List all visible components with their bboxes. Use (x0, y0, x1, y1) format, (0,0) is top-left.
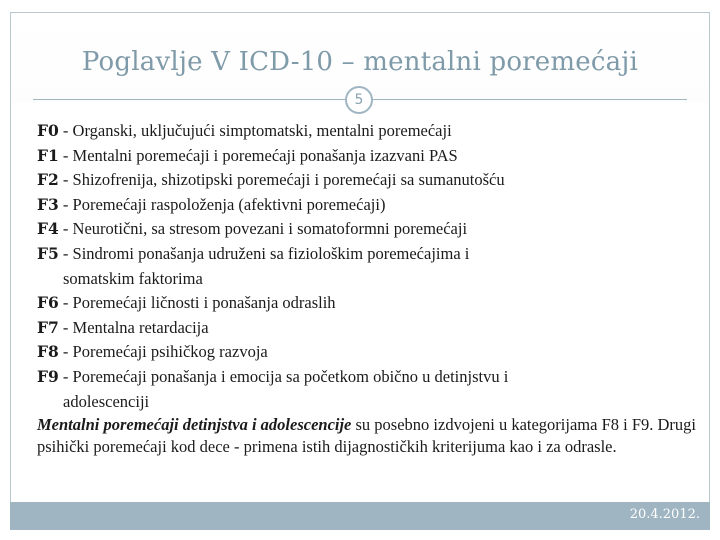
list-item-continuation: somatskim faktorima (63, 268, 203, 288)
note-text: su posebno izdvojeni u kategorijama F8 i F9. Drugi psihički poremećaji kod dece - primena istih dijagnostičkih kriterijuma kao i za odrasle. (37, 415, 697, 457)
item-code: F0 (37, 121, 59, 140)
list-item (37, 193, 699, 218)
item-code: F9 (37, 366, 59, 386)
list-item (37, 168, 699, 193)
note-paragraph (37, 414, 699, 458)
item-text: - Mentalna retardacija (58, 317, 209, 337)
item-code: F7 (37, 317, 59, 337)
slide-frame (10, 12, 710, 530)
item-code: F3 (37, 194, 59, 214)
item-code: F8 (37, 342, 59, 362)
item-code: F2 (37, 170, 59, 190)
item-text: - Neurotični, sa stresom povezani i somatoformni poremećaji (58, 219, 468, 239)
list-item-continuation: adolescenciji (63, 391, 150, 411)
item-code: F4 (37, 219, 59, 239)
list-item (37, 291, 699, 316)
list-item (37, 119, 699, 144)
list-item (37, 340, 699, 365)
list-item (37, 217, 699, 242)
item-text: - Shizofrenija, shizotipski poremećaji i poremećaji sa sumanutošću (58, 170, 505, 190)
item-text: - Sindromi ponašanja udruženi sa fiziološkim poremećajima i (58, 243, 470, 263)
note-emphasis: Mentalni poremećaji detinjstva i adolescencije (37, 415, 352, 435)
item-text: - Organski, uključujući simptomatski, mentalni poremećaji (58, 121, 452, 140)
item-text: - Poremećaji ličnosti i ponašanja odraslih (58, 293, 336, 313)
slide-number-badge: 5 (345, 86, 373, 114)
item-text: - Poremećaji psihičkog razvoja (58, 342, 268, 362)
list-item (37, 144, 699, 169)
list-item (37, 365, 699, 390)
footer-date: 20.4.2012. (629, 507, 700, 522)
list-item (37, 316, 699, 341)
item-code: F6 (37, 293, 59, 313)
item-text: - Poremećaji ponašanja i emocija sa početkom obično u detinjstvu i (58, 366, 509, 386)
item-code: F5 (37, 243, 59, 263)
item-text: - Poremećaji raspoloženja (afektivni poremećaji) (58, 194, 386, 214)
item-text: - Mentalni poremećaji i poremećaji ponašanja izazvani PAS (58, 145, 458, 165)
item-code: F1 (37, 145, 59, 165)
slide-title: Poglavlje V ICD-10 – mentalni poremećaji (81, 47, 639, 77)
list-item (37, 242, 699, 267)
slide-content (37, 119, 699, 458)
footer-bar (10, 502, 710, 530)
